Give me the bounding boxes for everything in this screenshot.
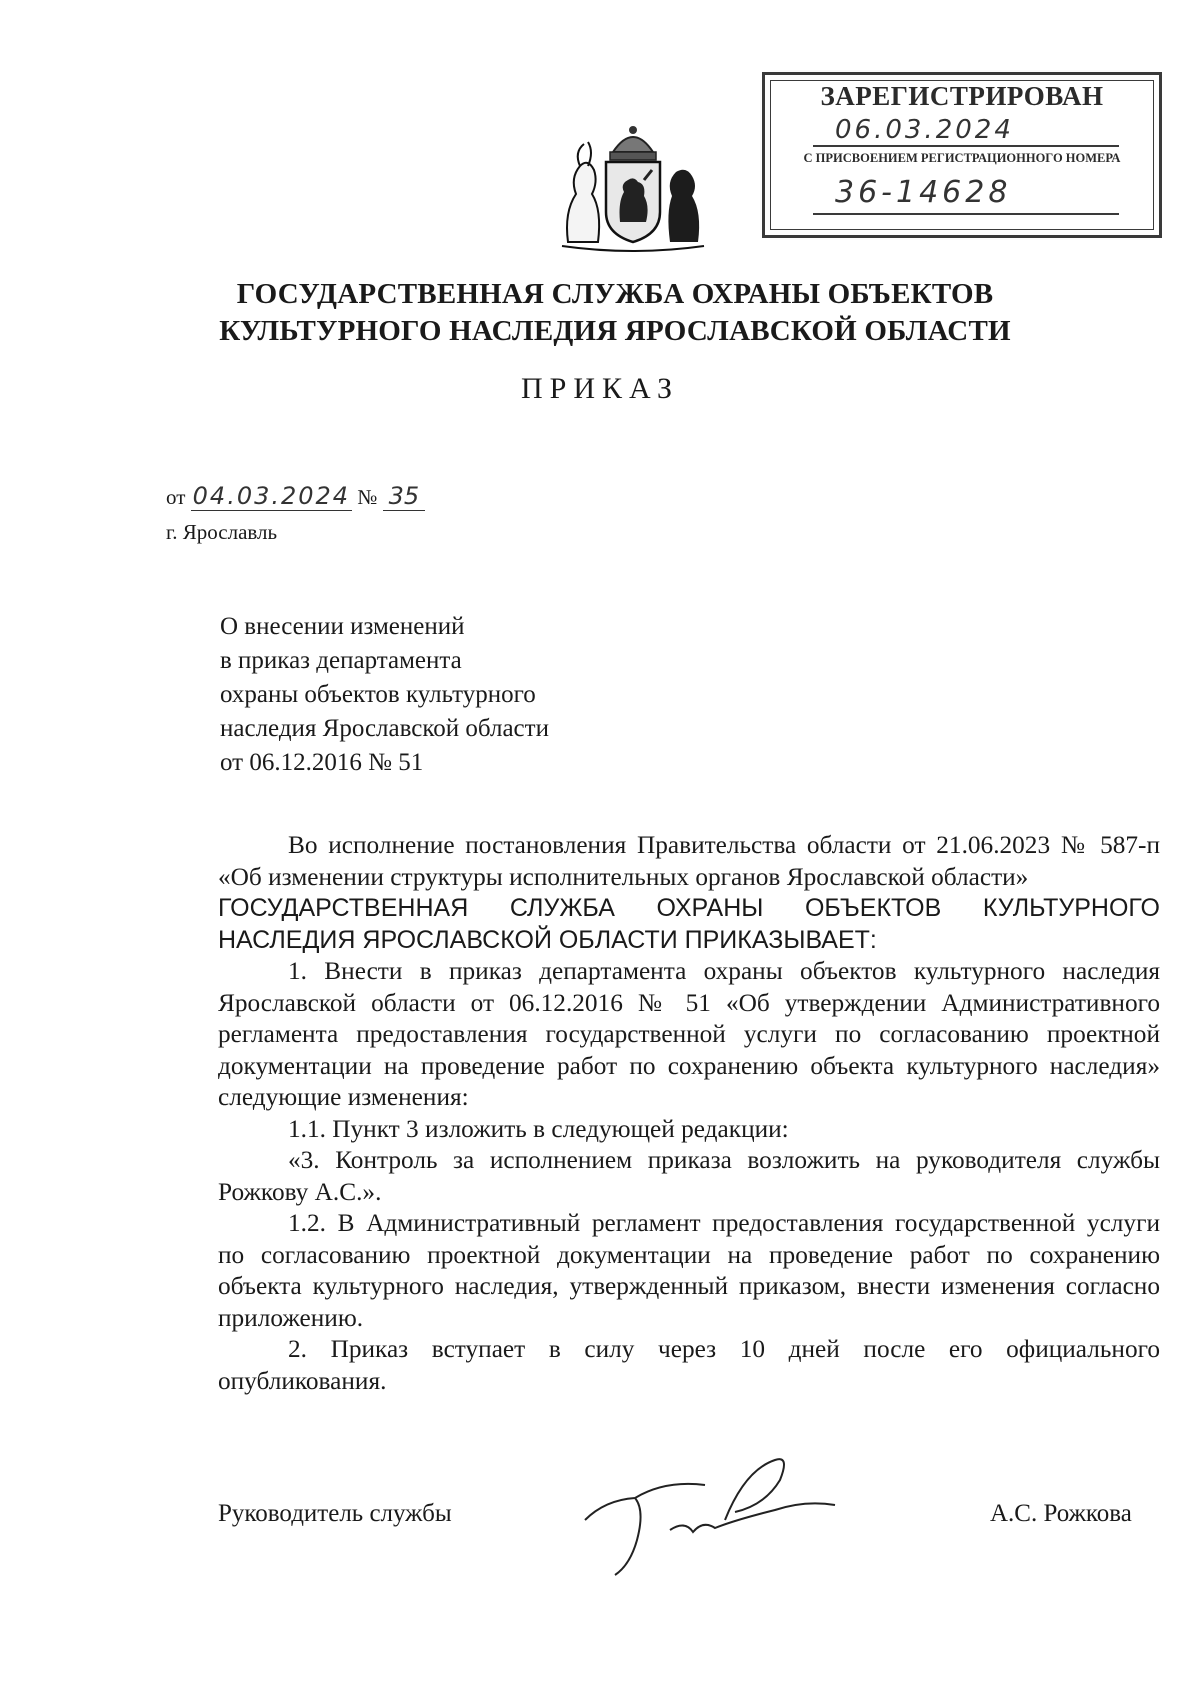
order-number: 35	[383, 482, 426, 511]
order-body	[218, 830, 1160, 1397]
order-directive: ГОСУДАРСТВЕННАЯ СЛУЖБА ОХРАНЫ ОБЪЕКТОВ КУЛЬТУРНОГО НАСЛЕДИЯ ЯРОСЛАВСКОЙ ОБЛАСТИ ПРИКАЗЫВАЕТ:	[218, 894, 1160, 954]
document-type: ПРИКАЗ	[521, 372, 679, 405]
handwritten-signature	[575, 1450, 845, 1580]
signatory-name: А.С. Рожкова	[990, 1500, 1132, 1527]
registration-stamp	[762, 72, 1162, 238]
subject-line: в приказ департамента	[220, 647, 462, 674]
item-2: 2. Приказ вступает в силу через 10 дней после его официального опубликования.	[218, 1335, 1160, 1395]
stamp-number: 36-14628	[835, 175, 1012, 210]
stamp-date-line	[813, 145, 1119, 147]
preamble: Во исполнение постановления Правительства области от 21.06.2023 № 587-п «Об изменении структуры исполнительных органов Ярославской области»	[218, 831, 1160, 891]
item-1-2: 1.2. В Административный регламент предоставления государственной услуги по согласованию проектной документации на проведение работ по сохранению объекта культурного наследия, утвержденный приказом, внести изменения согласно приложению.	[218, 1209, 1160, 1332]
stamp-number-line	[813, 213, 1119, 215]
subject-line: охраны объектов культурного	[220, 681, 536, 708]
order-subject	[220, 610, 640, 780]
stamp-title: ЗАРЕГИСТРИРОВАН	[820, 81, 1104, 111]
stamp-date: 06.03.2024	[835, 115, 1014, 145]
subject-line: от 06.12.2016 № 51	[220, 749, 424, 776]
organization-name-line1: ГОСУДАРСТВЕННАЯ СЛУЖБА ОХРАНЫ ОБЪЕКТОВ	[236, 278, 994, 310]
subject-line: наследия Ярославской области	[220, 715, 549, 742]
subject-line: О внесении изменений	[220, 613, 465, 640]
order-city: г. Ярославль	[166, 520, 278, 544]
order-date: 04.03.2024	[192, 482, 351, 510]
number-prefix: №	[357, 485, 378, 509]
order-date-number	[166, 482, 425, 510]
yaroslavl-coat-of-arms-icon	[558, 122, 708, 252]
signatory-position: Руководитель службы	[218, 1500, 452, 1527]
stamp-subtitle: С ПРИСВОЕНИЕМ РЕГИСТРАЦИОННОГО НОМЕРА	[803, 151, 1121, 165]
item-1-1-text: «3. Контроль за исполнением приказа возложить на руководителя службы Рожкову А.С.».	[218, 1146, 1160, 1206]
organization-name-line2: КУЛЬТУРНОГО НАСЛЕДИЯ ЯРОСЛАВСКОЙ ОБЛАСТИ	[219, 315, 1011, 347]
item-1-1: 1.1. Пункт 3 изложить в следующей редакции:	[288, 1114, 789, 1143]
item-1: 1. Внести в приказ департамента охраны объектов культурного наследия Ярославской области от 06.12.2016 № 51 «Об утверждении Административного регламента предоставления государственной услуги по согласованию проектной документации на проведение работ по сохранению объекта культурного наследия» следующие изменения:	[218, 957, 1160, 1111]
date-prefix: от	[166, 485, 186, 509]
